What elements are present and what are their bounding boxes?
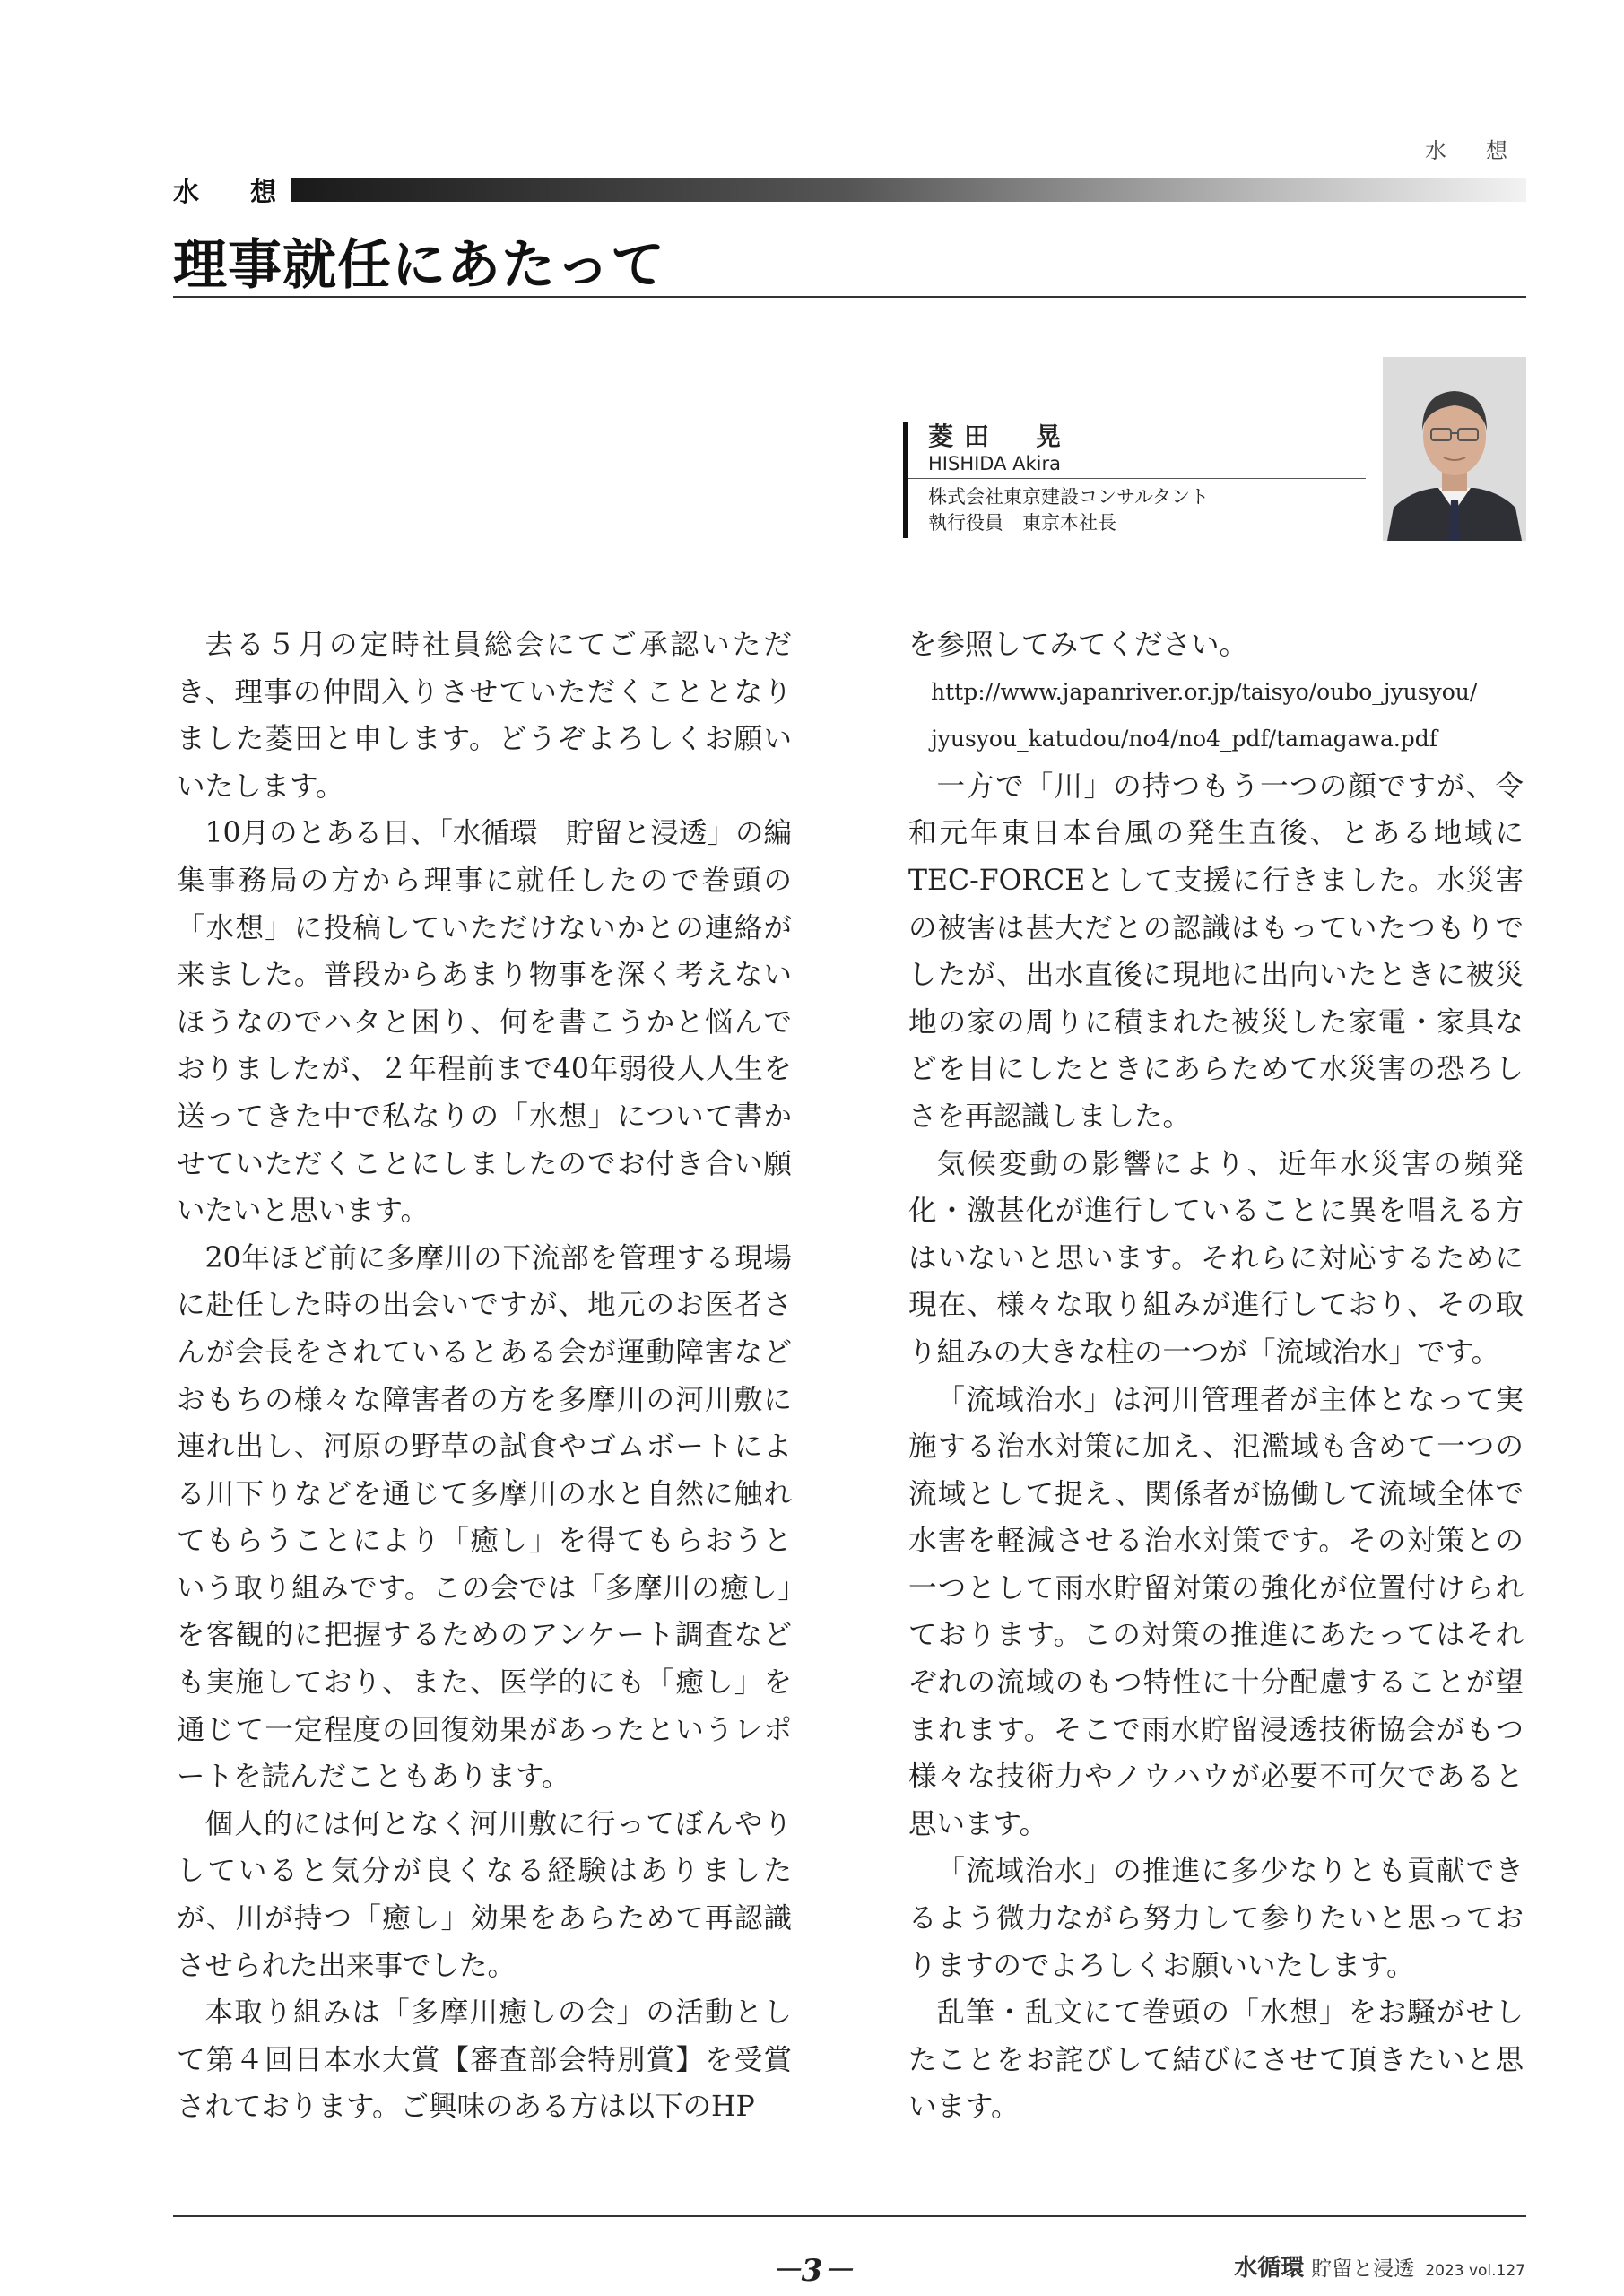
paragraph: 本取り組みは「多摩川癒しの会」の活動として第４回日本水大賞【審査部会特別賞】を受賞されております。ご興味のある方は以下のHP — [177, 1996, 792, 2124]
paragraph: 個人的には何となく河川敷に行ってぼんやりしていると気分が良くなる経験はありましたが、川が持つ「癒し」効果をあらためて再認識させられた出来事でした。 — [177, 1807, 792, 1982]
left-column — [177, 622, 792, 2131]
journal-subtitle: 貯留と浸透 — [1311, 2257, 1415, 2281]
paragraph: 去る５月の定時社員総会にてご承認いただき、理事の仲間入りさせていただくこととなりました菱田と申します。どうぞよろしくお願いいたします。 — [177, 629, 792, 803]
url-line-2[interactable]: jyusyou_katudou/no4/no4_pdf/tamagawa.pdf — [931, 726, 1438, 752]
footer-divider — [173, 2215, 1526, 2217]
author-position: 執行役員 東京本社長 — [928, 512, 1116, 534]
title-divider — [173, 296, 1526, 298]
running-head: 水 想 — [1425, 138, 1516, 163]
page-number: －3－ — [770, 2253, 854, 2289]
author-name: 菱田 晃 — [928, 422, 1073, 451]
journal-name: 水循環 — [1234, 2255, 1305, 2282]
journal-info — [1234, 2249, 1525, 2283]
paragraph: 「流域治水」は河川管理者が主体となって実施する治水対策に加え、氾濫域も含めて一つの流域として捉え、関係者が協働して流域全体で水害を軽減させる治水対策です。その対策との一つとして雨水貯留対策の強化が位置付けられております。この対策の推進にあたってはそれぞれの流域のもつ特性に十分配慮することが望まれます。そこで雨水貯留浸透技術協会がもつ様々な技術力やノウハウが必要不可欠であると思います。 — [908, 1383, 1524, 1840]
author-photo — [1383, 357, 1526, 541]
author-divider — [908, 478, 1366, 479]
author-company: 株式会社東京建設コンサルタント — [928, 486, 1210, 508]
section-label: 水 想 — [173, 177, 290, 207]
url-line-1[interactable]: http://www.japanriver.or.jp/taisyo/oubo_jyusyou/ — [931, 678, 1478, 705]
paragraph: 「流域治水」の推進に多少なりとも貢献できるよう微力ながら努力して参りたいと思っておりますのでよろしくお願いいたします。 — [908, 1855, 1524, 1982]
author-romaji: HISHIDA Akira — [928, 453, 1062, 474]
journal-volume: 2023 vol.127 — [1425, 2262, 1525, 2280]
paragraph: 乱筆・乱文にて巻頭の「水想」をお騒がせしたことをお詫びして結びにさせて頂きたいと思います。 — [908, 1996, 1524, 2124]
paragraph: 20年ほど前に多摩川の下流部を管理する現場に赴任した時の出会いですが、地元のお医者さんが会長をされているとある会が運動障害などおもちの様々な障害者の方を多摩川の河川敷に連れ出し、河原の野草の試食やゴムボートによる川下りなどを通じて多摩川の水と自然に触れてもらうことにより「癒し」を得てもらおうという取り組みです。この会では「多摩川の癒し」を客観的に把握するためのアンケート調査なども実施しており、また、医学的にも「癒し」を通じて一定程度の回復効果があったというレポートを読んだこともあります。 — [177, 1241, 792, 1794]
right-column — [908, 622, 1524, 2131]
paragraph-continuation: を参照してみてください。 — [908, 629, 1248, 661]
article-title: 理事就任にあたって — [173, 234, 665, 297]
section-gradient-bar — [291, 178, 1526, 202]
paragraph: 一方で「川」の持つもう一つの顔ですが、令和元年東日本台風の発生直後、とある地域にTEC-FORCEとして支援に行きました。水災害の被害は甚大だとの認識はもっていたつもりでしたが、出水直後に現地に出向いたときに被災地の家の周りに積まれた被災した家電・家具などを目にしたときにあらためて水災害の恐ろしさを再認識しました。 — [908, 770, 1524, 1133]
author-block — [903, 422, 1394, 538]
reference-url[interactable] — [908, 669, 1524, 763]
paragraph: 気候変動の影響により、近年水災害の頻発化・激甚化が進行していることに異を唱える方はいないと思います。それらに対応するために現在、様々な取り組みが進行しており、その取り組みの大きな柱の一つが「流域治水」です。 — [908, 1147, 1524, 1369]
paragraph: 10月のとある日、「水循環 貯留と浸透」の編集事務局の方から理事に就任したので巻頭の「水想」に投稿していただけないかとの連絡が来ました。普段からあまり物事を深く考えないほうなのでハタと困り、何を書こうかと悩んでおりましたが、２年程前まで40年弱役人人生を送ってきた中で私なりの「水想」について書かせていただくことにしましたのでお付き合い願いたいと思います。 — [177, 817, 792, 1228]
